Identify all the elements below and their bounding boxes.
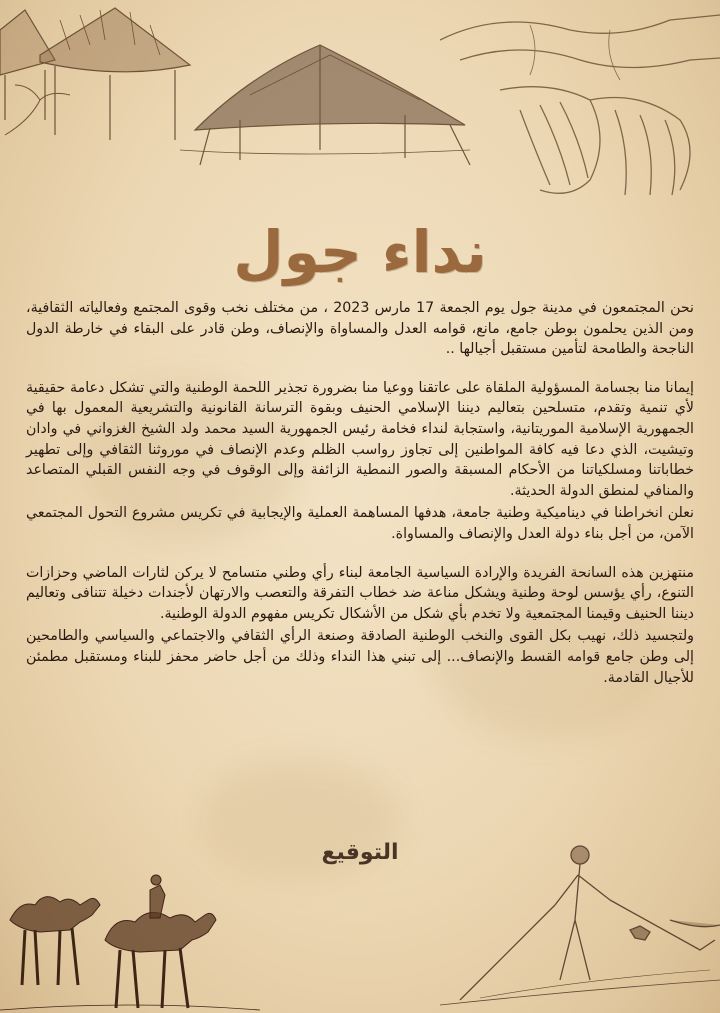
huts-tent-illustration <box>0 0 480 170</box>
paragraph-belief: إيمانا منا بجسامة المسؤولية الملقاة على عاتقنا ووعيا منا بضرورة تجذير اللحمة الوطنية والتي تشكل دعامة حقيقية لأي تنمية وتقدم، متسلحين بتعاليم ديننا الإسلامي الحنيف وبقوة الترسانة القانونية والتشريعية المعمول بها في الجمهورية الإسلامية الموريتانية، واستجابة لنداء فخامة رئيس الجمهورية السيد محمد ولد الشيخ الغزواني في وادان وتيشيت، الذي دعا فيه كافة المواطنين إلى تجاوز رواسب الظلم وعدم الإنصاف في موروثنا الثقافي وإلى تطهير خطاباتنا ومسلكياتنا من الأحكام المسبقة والصور النمطية الزائفة وإلى الوقوف في وجه النفس القبلي المتصاعد والمنافي لمنطق الدولة الحديثة. <box>26 379 694 499</box>
paragraph-announce: نعلن انخراطنا في ديناميكية وطنية جامعة، هدفها المساهمة العملية والإيجابية في تكريس مشروع التحول المجتمعي الآمن، من أجل بناء دولة العدل والإنصاف والمساواة. <box>26 505 694 542</box>
farmer-plough-illustration <box>440 830 720 1013</box>
page-title: نداء جول <box>233 218 487 286</box>
camels-illustration <box>0 860 260 1013</box>
paragraph-intro: نحن المجتمعون في مدينة جول يوم الجمعة 17 مارس 2023 ، من مختلف نخب وقوى المجتمع وفعالياته الثقافية، ومن الذين يحلمون بوطن جامع، مانع، قوامه العدل والمساواة والإنصاف، وطن قادر على البقاء في خارطة الدول الناجحة والطامحة لتأمين مستقبل أجيالها .. <box>26 300 694 358</box>
paragraph-seizing: منتهزين هذه السانحة الفريدة والإرادة السياسية الجامعة لبناء رأي وطني متسامح لا يركن لثارات الماضي وحزازات التنوع، رأي يؤسس لوحة وطنية ويشكل مناعة ضد خطاب التفرقة والتعصب والارتهان لأجندات دخيلة تتنافى وتعاليم ديننا الحنيف وقيمنا المجتمعية ولا تخدم بأي شكل من الأشكال تكريس مفهوم الدولة الوطنية. <box>26 564 694 622</box>
hands-illustration <box>440 0 720 220</box>
signature: التوقيع <box>321 840 399 865</box>
paragraph-appeal: ولتجسيد ذلك، نهيب بكل القوى والنخب الوطنية الصادقة وصنعة الرأي الثقافي والاجتماعي والسياسي والطامحين إلى وطن جامع قوامه القسط والإنصاف... إلى تبني هذا النداء وذلك من أجل حاضر محفز للبناء ومستقبل مطمئن للأجيال القادمة. <box>26 628 694 686</box>
letter-body <box>26 298 694 706</box>
